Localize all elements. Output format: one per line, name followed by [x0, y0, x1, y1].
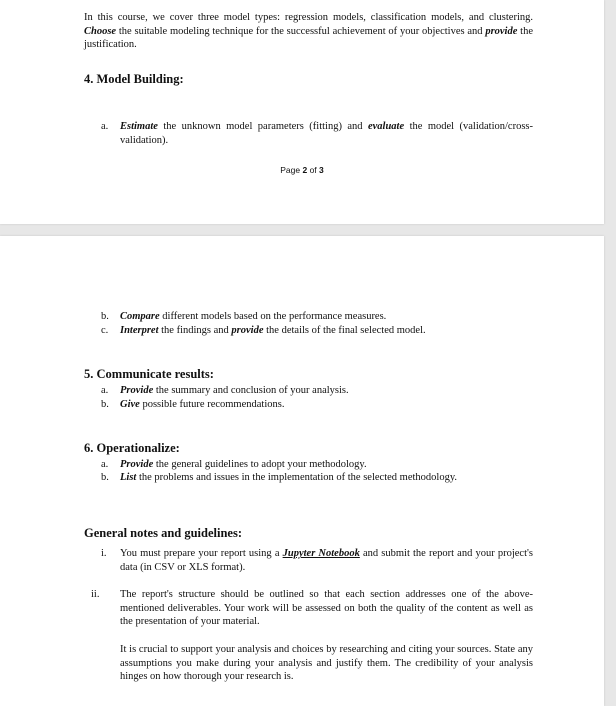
- notes-item-i: [101, 547, 533, 574]
- footer-current-page: 2: [302, 165, 308, 175]
- emphasis-provide: Provide: [120, 459, 154, 470]
- item-text: the details of the final selected model.: [263, 325, 426, 336]
- intro-text: the suitable modeling technique for the successful achievement of your objectives and: [116, 25, 486, 37]
- intro-paragraph: [84, 11, 533, 52]
- item-text: the summary and conclusion of your analysis.: [153, 385, 349, 396]
- intro-emphasis-provide: provide: [485, 25, 518, 37]
- document-page-2: [0, 0, 604, 224]
- jupyter-notebook-emphasis: Jupyter Notebook: [282, 548, 360, 559]
- emphasis-estimate: Estimate: [120, 121, 158, 132]
- section-4-item-c: [101, 324, 533, 338]
- emphasis-interpret: Interpret: [120, 325, 159, 336]
- item-text: It is crucial to support your analysis and choices by researching and citing your sources. State any assumptions you make during your analysis and justify them. The credibility of your analysis hinges on how thorough your research is.: [120, 644, 533, 682]
- item-text: the model (validation/cross-validation).: [120, 121, 533, 146]
- section-6-heading: 6. Operationalize:: [84, 441, 180, 455]
- footer-text: of: [307, 165, 320, 175]
- section-5-item-b: [101, 398, 533, 412]
- section-6-item-b: [101, 471, 533, 485]
- emphasis-evaluate: evaluate: [367, 121, 405, 132]
- list-marker: a.: [101, 385, 109, 396]
- list-marker: b.: [101, 472, 109, 483]
- section-5-heading: 5. Communicate results:: [84, 367, 214, 381]
- notes-item-ii-paragraph-2: [120, 643, 533, 684]
- section-4-heading: 4. Model Building:: [84, 72, 184, 86]
- item-text: the general guidelines to adopt your methodology.: [153, 459, 367, 470]
- footer-total-pages: 3: [319, 165, 324, 175]
- section-5-item-a: [101, 384, 533, 398]
- list-marker: b.: [101, 399, 109, 410]
- item-text: The report's structure should be outlined so that each section addresses one of the above-mentioned deliverables. Your work will be assessed on both the quality of the content as well as the presentation of your material.: [120, 589, 533, 627]
- emphasis-provide: Provide: [120, 385, 154, 396]
- item-text: the unknown model parameters (fitting) and: [157, 121, 368, 132]
- list-marker: a.: [101, 121, 109, 132]
- list-marker: a.: [101, 459, 109, 470]
- intro-text: the justification.: [84, 25, 534, 50]
- item-text: the problems and issues in the implementation of the selected methodology.: [136, 472, 458, 483]
- page-footer: [0, 165, 604, 176]
- intro-emphasis-choose: Choose: [84, 25, 117, 37]
- emphasis-give: Give: [120, 399, 140, 410]
- intro-text: In this course, we cover three model types: regression models, classification models, and clustering.: [84, 12, 533, 23]
- item-text: You must prepare your report using a: [120, 548, 283, 559]
- emphasis-provide: provide: [231, 325, 264, 336]
- emphasis-list: List: [120, 472, 137, 483]
- list-marker: b.: [101, 311, 109, 322]
- section-4-item-b: [101, 310, 533, 324]
- list-marker: i.: [101, 548, 107, 559]
- footer-text: Page: [280, 165, 303, 175]
- emphasis-compare: Compare: [120, 311, 160, 322]
- document-page-3: [0, 236, 604, 706]
- item-text: the findings and: [158, 325, 232, 336]
- item-text: different models based on the performance measures.: [159, 311, 387, 322]
- notes-item-ii: [91, 588, 533, 629]
- item-text: and submit the report and your project's data (in CSV or XLS format).: [120, 548, 533, 573]
- list-marker: c.: [101, 325, 109, 336]
- list-marker: ii.: [91, 589, 100, 600]
- item-text: possible future recommendations.: [139, 399, 285, 410]
- section-6-item-a: [101, 458, 533, 472]
- general-notes-heading: General notes and guidelines:: [84, 526, 242, 540]
- section-4-item-a: [101, 120, 533, 147]
